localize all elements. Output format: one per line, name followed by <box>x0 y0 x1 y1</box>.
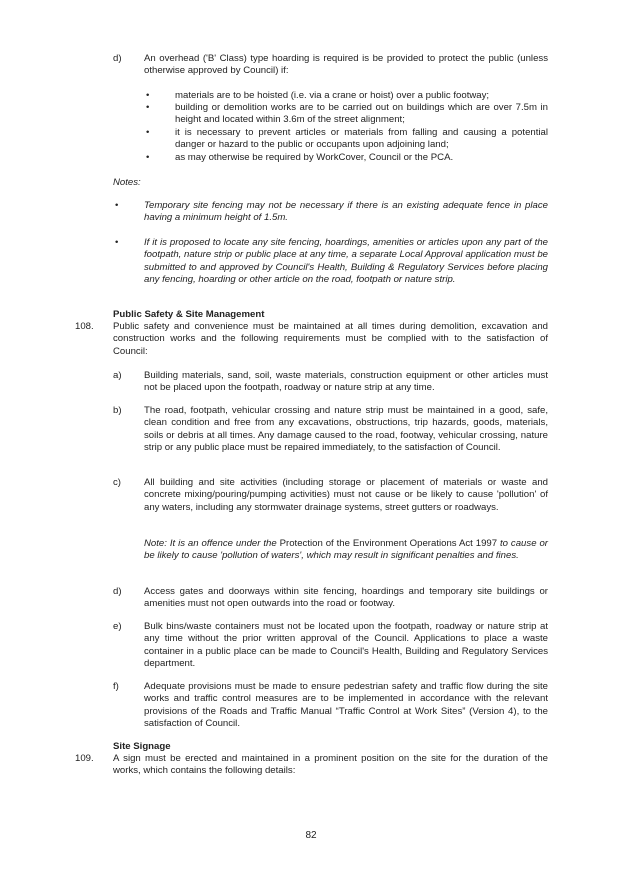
item-text: The road, footpath, vehicular crossing and nature strip must be maintained in a good, safe, clean condition and free from any excavations, obstructions, trip hazards, goods, materials, soils or debris at all times. Any damage caused to the road, footway, vehicular crossing, nature strip or any public place must be repaired immediately, to the satisfaction of Council. <box>144 405 548 453</box>
bullet-item: as may otherwise be required by WorkCover, Council or the PCA. <box>175 152 454 163</box>
item-text: Building materials, sand, soil, waste materials, construction equipment or other articles must not be placed upon the footpath, roadway or nature strip at any time. <box>144 370 548 394</box>
item-label: e) <box>113 621 122 632</box>
item-label: b) <box>113 405 122 416</box>
item-text: Access gates and doorways within site fencing, hoardings and temporary site buildings or amenities must not open outwards into the road or footway. <box>144 586 548 610</box>
item-text: Adequate provisions must be made to ensure pedestrian safety and traffic flow during the site works and traffic control measures are to be implemented in accordance with the relevant provisions of the Roads and Traffic Manual “Traffic Control at Work Sites” (Version 4), to the satisfaction of Council. <box>144 681 548 729</box>
bullet-item: materials are to be hoisted (i.e. via a crane or hoist) over a public footway; <box>175 90 490 101</box>
section-intro: Public safety and convenience must be maintained at all times during demolition, excavation and construction works and the following requirements must be complied with to the satisfaction of Council: <box>113 321 548 357</box>
item-label: d) <box>113 586 122 597</box>
notes-heading: Notes: <box>113 177 141 188</box>
item-text: Bulk bins/waste containers must not be located upon the footpath, roadway or nature strip at any time without the prior written approval of the Council. Applications to place a waste container in a public place can be made to Council's Health, Building and Regulatory Services department. <box>144 621 548 669</box>
note-item: Temporary site fencing may not be necessary if there is an existing adequate fence in place having a minimum height of 1.5m. <box>144 200 548 224</box>
bullet-item: building or demolition works are to be carried out on buildings which are over 7.5m in height and located within 3.6m of the street alignment; <box>175 102 548 126</box>
item-d-label: d) <box>113 53 122 64</box>
bullet-icon: • <box>115 200 119 211</box>
bullet-icon: • <box>146 90 150 101</box>
section-number: 108. <box>75 321 94 332</box>
note-item: If it is proposed to locate any site fencing, hoardings, amenities or articles upon any part of the footpath, nature strip or public place at any time, a separate Local Approval application must be submitted to and approved by Council's Health, Building & Regulatory Services before placing any fencing, hoarding or other article on the road, footpath or nature strip. <box>144 237 548 285</box>
item-label: c) <box>113 477 121 488</box>
section-number: 109. <box>75 753 94 764</box>
legal-note: Note: It is an offence under the Protection of the Environment Operations Act 1997 to cause or be likely to cause 'pollution of waters', which may result in significant penalties and fines. <box>144 538 548 562</box>
item-text: All building and site activities (including storage or placement of materials or waste and concrete mixing/pouring/pumping activities) must not cause or be likely to cause 'pollution' of any waters, including any stormwater drainage systems, street gutters or roadways. <box>144 477 548 513</box>
page-number: 82 <box>305 830 317 841</box>
section-heading-site-signage: Site Signage <box>113 741 171 752</box>
bullet-item: it is necessary to prevent articles or materials from falling and causing a potential danger or hazard to the public or occupants upon adjoining land; <box>175 127 548 151</box>
bullet-icon: • <box>146 127 150 138</box>
section-text: A sign must be erected and maintained in a prominent position on the site for the duration of the works, which contains the following details: <box>113 753 548 777</box>
item-d-text: An overhead ('B' Class) type hoarding is required is be provided to protect the public (unless otherwise approved by Council) if: <box>144 53 548 77</box>
item-label: a) <box>113 370 122 381</box>
section-heading-public-safety: Public Safety & Site Management <box>113 309 265 320</box>
bullet-icon: • <box>115 237 119 248</box>
item-label: f) <box>113 681 119 692</box>
bullet-icon: • <box>146 102 150 113</box>
bullet-icon: • <box>146 152 150 163</box>
